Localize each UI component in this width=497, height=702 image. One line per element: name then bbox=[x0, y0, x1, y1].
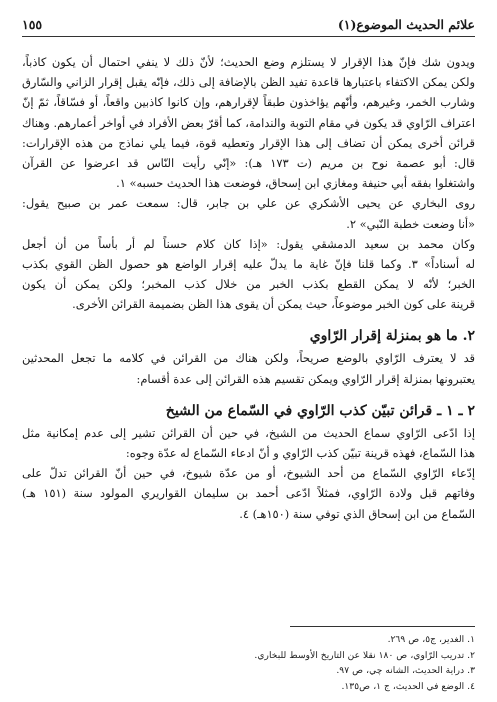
text-line: وفاتهم قبل ولادة الرّاوي، فمثلاً ادّعى أحمد بن سليمان القواريري المولود سنة (١٥١ هـ) bbox=[22, 486, 475, 501]
footnotes bbox=[22, 632, 475, 694]
subsection-heading: ٢ ـ ١ ـ قرائن تبيّن كذب الرّاوي في السّماع من الشيخ bbox=[165, 402, 475, 419]
subsection-2-1 bbox=[22, 399, 475, 524]
paragraph-damascene bbox=[22, 234, 475, 315]
footnote: ١. الغدير، ج٥، ص ٢٦٩. bbox=[387, 634, 475, 645]
text-line: إذا ادّعى الرّاوي سماع الحديث من الشيخ، في حين أن القرائن تشير إلى عدم إمكانية مثل bbox=[22, 425, 475, 440]
section-2 bbox=[22, 324, 475, 388]
text-line: قد لا يعترف الرّاوي بالوضع صريحاً، ولكن هناك من القرائن في كلامه ما تجعل المحدثين bbox=[22, 351, 475, 366]
text-line: «أنا وضعت خطبة النّبي» ٢. bbox=[346, 216, 475, 231]
text-line: وشارب الخمر، وغيرهم، وأنّهم يؤاخذون طبقاً لإقرارهم، وإن كانوا كاذبين واقعاً، أو فسّاقاً، ثمّ إنّ bbox=[22, 95, 475, 110]
text-line: السّماع من ابن إسحاق الذي توفي سنة (١٥٠هـ) ٤. bbox=[239, 506, 475, 521]
text-line: روى البخاري عن يحيى الأشكري عن علي بن جابر، قال: سمعت عمر بن صبيح يقول: bbox=[22, 196, 475, 211]
paragraph-confession bbox=[22, 52, 475, 234]
text-line: وكان محمد بن سعيد الدمشقي يقول: «إذا كان كلام حسناً لم أر بأساً من أن أجعل bbox=[22, 236, 475, 251]
text-line: يعتبرونها بمنزلة إقرار الرّاوي ويمكن تقسيم هذه القرائن إلى عدة أقسام: bbox=[136, 371, 475, 386]
text-line: قال: أبو عصمة نوح بن مريم (ت ١٧٣ هـ): «إنّي رأيت النّاس قد اعرضوا عن القرآن bbox=[22, 155, 475, 170]
footnote: ٤. الوضع في الحديث، ج ١، ص١٣٥. bbox=[341, 680, 475, 692]
text-line: قرائن أخرى يمكن أن تضاف إلى هذا الإقرار وتعطيه قوة، فيما يلي نماذج من هذه الإقرارات: bbox=[22, 135, 475, 150]
text-line: الخبر؛ لأنّه لا يمكن القطع بكذب الخبر من خلال كذب المخبر؛ ولكن يمكن أن يكون bbox=[22, 277, 475, 292]
footnote: ٢. تدريب الرّاوي، ص ١٨٠ نقلا عن التاريخ الأوسط للبخاري. bbox=[254, 649, 475, 661]
footnote-rule bbox=[290, 626, 475, 627]
text-line: ويدون شك فإنّ هذا الإقرار لا يستلزم وضع الحديث؛ لأنّ ذلك لا ينفي احتمال أن يكون كاذباً، bbox=[22, 55, 475, 69]
text-line: إدّعاء الرّاوي السّماع من أحد الشيوخ، أو من عدّة شيوخ، في حين أنّ القرائن تدلّ على bbox=[22, 466, 475, 481]
text-line: اعتراف الرّاوي قد يكون في مقام التوبة والندامة، كما أقرّ بعض الأفراد في أواخر أعمارهم. وهناك bbox=[22, 115, 475, 130]
text-line: هذا السّماع، فهذه قرينة تبيّن كذب الرّاوي و أنّ ادعاء السّماع له عدّة وجوه: bbox=[125, 446, 475, 460]
text-line: واشتغلوا بفقه أبي حنيفة ومغازي ابن إسحاق، فوضعت هذا الحديث حسبه» ١. bbox=[116, 176, 475, 191]
section-heading: ٢. ما هو بمنزلة إقرار الرّاوي bbox=[309, 328, 475, 345]
page-header bbox=[22, 14, 475, 34]
page-body bbox=[22, 52, 475, 524]
page-number: ١٥٥ bbox=[22, 16, 43, 32]
text-line: قرينة على كون الخبر موضوعاً، حيث يمكن أن يقوى هذا الظن بضميمة القرائن الأخرى. bbox=[72, 297, 475, 312]
text-line: ولكن يمكن الاكتفاء باعتبارها قاعدة تفيد الظن بالإضافة إلى ذلك، فإنّه يقبل إقرار الزاني والسّارق bbox=[22, 75, 475, 90]
text-line: له أسناداً» ٣. وكما قلنا فإنّ غاية ما يدلّ عليه إقرار الواضع هو حصول الظن القوي بكذب bbox=[22, 256, 475, 271]
header-rule bbox=[22, 36, 475, 37]
footnote: ٣. دراية الحديث، الشانه چي، ص ٩٧. bbox=[336, 665, 475, 676]
running-title: علائم الحديث الموضوع(١) bbox=[337, 16, 475, 32]
